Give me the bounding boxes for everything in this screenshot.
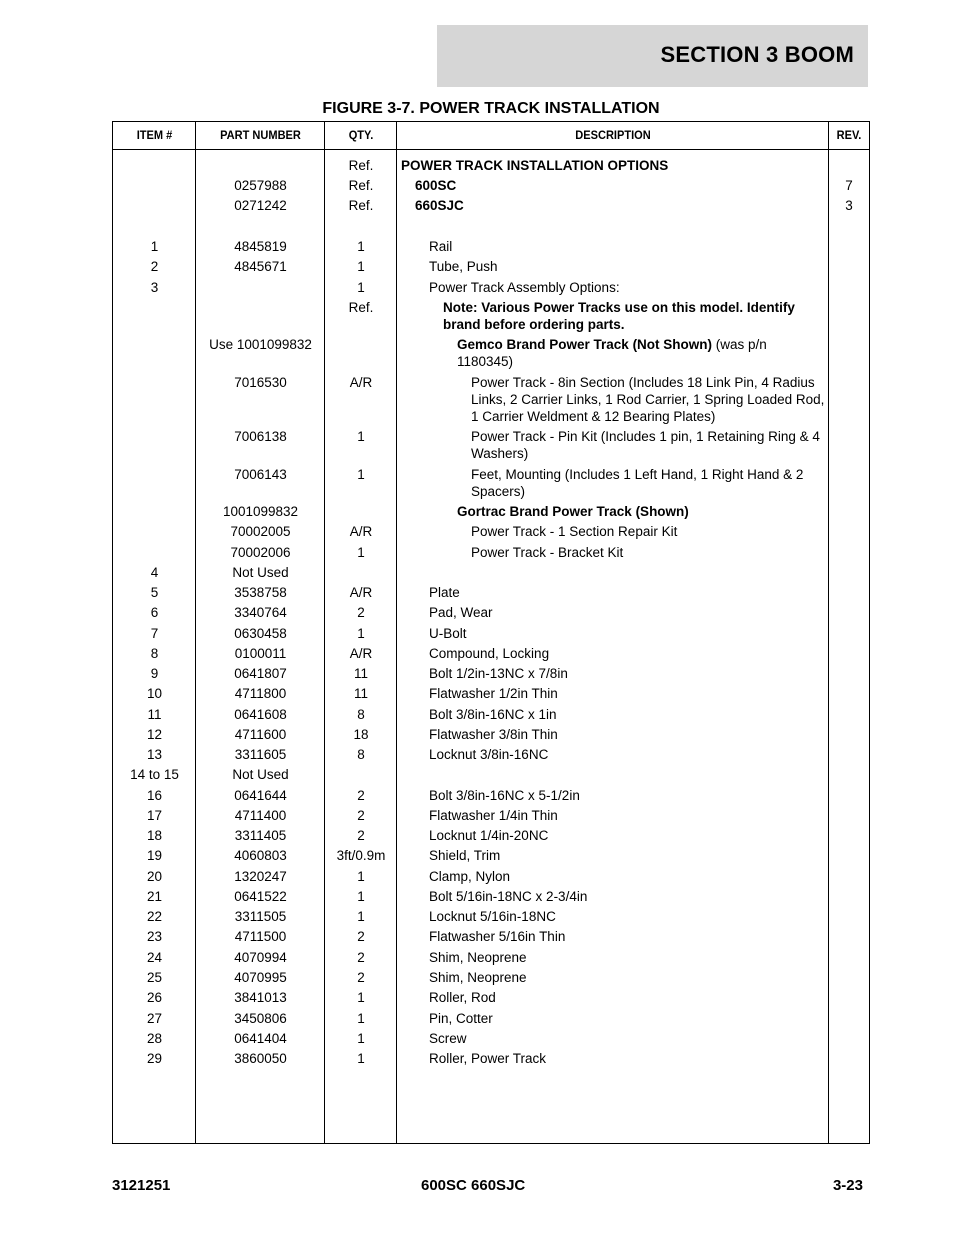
section-title: SECTION 3 BOOM xyxy=(660,42,854,67)
description-text: Power Track - 1 Section Repair Kit xyxy=(471,524,678,539)
figure-title: FIGURE 3-7. POWER TRACK INSTALLATION xyxy=(322,100,660,117)
description-text: Bolt 1/2in-13NC x 7/8in xyxy=(429,666,568,681)
description-text: 660SJC xyxy=(415,198,464,213)
item-number: 13 xyxy=(146,747,163,762)
description xyxy=(397,726,825,743)
description-text: Shim, Neoprene xyxy=(429,950,527,965)
description xyxy=(397,197,825,214)
part-number: 0641522 xyxy=(234,889,287,904)
description-text: Gortrac Brand Power Track (Shown) xyxy=(457,504,689,519)
part-number: 0641404 xyxy=(234,1031,287,1046)
quantity: 2 xyxy=(357,950,365,965)
description-text: Bolt 3/8in-16NC x 5-1/2in xyxy=(429,788,580,803)
description xyxy=(397,625,825,642)
quantity: A/R xyxy=(349,585,373,600)
quantity: Ref. xyxy=(348,198,374,213)
quantity: 1 xyxy=(357,869,365,884)
description xyxy=(397,787,825,804)
description-note: (was p/n 1180345) xyxy=(457,337,767,369)
description-text: Shim, Neoprene xyxy=(429,970,527,985)
quantity: A/R xyxy=(349,524,373,539)
description xyxy=(397,1050,825,1067)
quantity: 2 xyxy=(357,828,365,843)
section-banner xyxy=(437,25,868,87)
part-number: 4070994 xyxy=(234,950,287,965)
description-text: Locknut 1/4in-20NC xyxy=(429,828,549,843)
part-number: 3311405 xyxy=(234,828,287,843)
part-number: 7006138 xyxy=(234,429,287,444)
part-number: 3860050 xyxy=(234,1051,287,1066)
description-text: Flatwasher 3/8in Thin xyxy=(429,727,558,742)
description xyxy=(397,523,825,540)
part-number: Not Used xyxy=(232,565,289,580)
part-number: 3538758 xyxy=(234,585,287,600)
quantity: 1 xyxy=(357,239,365,254)
quantity: 8 xyxy=(357,747,365,762)
description-text: 600SC xyxy=(415,178,457,193)
description xyxy=(397,1010,825,1027)
description-text: Power Track - 8in Section (Includes 18 Link Pin, 4 Radius Links, 2 Carrier Links, 1 Rod Carrier, 1 Spring Loaded Rod, 1 Carrier Weldment & 12 Bearing Plates) xyxy=(471,375,825,424)
description xyxy=(397,177,825,194)
quantity: 1 xyxy=(357,1031,365,1046)
footer-document-number: 3121251 xyxy=(112,1177,171,1194)
item-number: 10 xyxy=(146,686,163,701)
description xyxy=(397,928,825,945)
description-text: Plate xyxy=(429,585,460,600)
item-number: 14 to 15 xyxy=(130,767,179,782)
quantity: 11 xyxy=(353,686,368,701)
quantity: Ref. xyxy=(348,300,374,315)
item-number: 12 xyxy=(146,727,163,742)
item-number: 21 xyxy=(146,889,163,904)
header-divider xyxy=(113,149,869,150)
description xyxy=(397,584,825,601)
description xyxy=(397,807,825,824)
description-text: Power Track Assembly Options: xyxy=(429,280,620,295)
quantity: 1 xyxy=(357,429,365,444)
description xyxy=(397,989,825,1006)
description-text: Power Track - Bracket Kit xyxy=(471,545,624,560)
item-number: 23 xyxy=(146,929,163,944)
item-number: 27 xyxy=(146,1011,163,1026)
footer-model: 600SC 660SJC xyxy=(421,1177,526,1194)
description xyxy=(397,1030,825,1047)
item-number: 9 xyxy=(150,666,159,681)
item-number: 25 xyxy=(146,970,163,985)
item-number: 26 xyxy=(146,990,163,1005)
item-number: 29 xyxy=(146,1051,163,1066)
part-number: 1320247 xyxy=(234,869,287,884)
description-text: Power Track - Pin Kit (Includes 1 pin, 1 Retaining Ring & 4 Washers) xyxy=(471,429,820,461)
item-number: 3 xyxy=(150,280,159,295)
item-number: 19 xyxy=(146,848,163,863)
item-number: 8 xyxy=(150,646,159,661)
description-text: Bolt 5/16in-18NC x 2-3/4in xyxy=(429,889,588,904)
item-number: 1 xyxy=(150,239,159,254)
description-text: U-Bolt xyxy=(429,626,467,641)
description-text: Flatwasher 5/16in Thin xyxy=(429,929,566,944)
quantity: 2 xyxy=(357,605,365,620)
quantity: 3ft/0.9m xyxy=(336,848,386,863)
part-number: Not Used xyxy=(232,767,289,782)
description xyxy=(397,665,825,682)
column-header-description: DESCRIPTION xyxy=(575,128,651,142)
description xyxy=(397,685,825,702)
part-number: 3311605 xyxy=(234,747,287,762)
description xyxy=(397,503,825,520)
part-number: 3450806 xyxy=(234,1011,287,1026)
description-text: Bolt 3/8in-16NC x 1in xyxy=(429,707,557,722)
description xyxy=(397,238,825,255)
description-text: Locknut 3/8in-16NC xyxy=(429,747,549,762)
item-number: 16 xyxy=(146,788,163,803)
part-number: 70002005 xyxy=(230,524,291,539)
quantity: 1 xyxy=(357,280,365,295)
quantity: 1 xyxy=(357,1051,365,1066)
quantity: 1 xyxy=(357,545,365,560)
part-number: 4711600 xyxy=(234,727,287,742)
part-number: 7006143 xyxy=(234,467,287,482)
description xyxy=(397,299,825,333)
quantity: A/R xyxy=(349,646,373,661)
description xyxy=(397,374,825,425)
part-number: 0641807 xyxy=(234,666,287,681)
footer-page-number: 3-23 xyxy=(832,1177,863,1194)
part-number: 0630458 xyxy=(234,626,287,641)
part-number: 4060803 xyxy=(234,848,287,863)
description-text: Roller, Rod xyxy=(429,990,496,1005)
item-number: 22 xyxy=(146,909,163,924)
quantity: 1 xyxy=(357,1011,365,1026)
quantity: 1 xyxy=(357,889,365,904)
item-number: 5 xyxy=(150,585,159,600)
column-header-qty: QTY. xyxy=(348,128,374,142)
description xyxy=(397,706,825,723)
item-number: 24 xyxy=(146,950,163,965)
part-number: 4845819 xyxy=(234,239,287,254)
part-number: 4070995 xyxy=(234,970,287,985)
description xyxy=(397,466,825,500)
description-text: Note: Various Power Tracks use on this model. Identify brand before ordering parts. xyxy=(443,300,795,332)
quantity: Ref. xyxy=(348,158,374,173)
item-number: 17 xyxy=(146,808,163,823)
description-text: Rail xyxy=(429,239,453,254)
quantity: 2 xyxy=(357,808,365,823)
quantity: 2 xyxy=(357,929,365,944)
part-number: 3311505 xyxy=(234,909,287,924)
quantity: 8 xyxy=(357,707,365,722)
description-text: Gemco Brand Power Track (Not Shown) xyxy=(457,337,713,352)
description xyxy=(397,746,825,763)
part-number: 4711500 xyxy=(234,929,287,944)
description xyxy=(397,888,825,905)
description xyxy=(397,847,825,864)
part-number: 4711800 xyxy=(234,686,287,701)
item-number: 7 xyxy=(150,626,159,641)
description xyxy=(397,645,825,662)
description xyxy=(397,279,825,296)
description-text: Shield, Trim xyxy=(429,848,501,863)
quantity: 1 xyxy=(357,259,365,274)
description-text: Locknut 5/16in-18NC xyxy=(429,909,556,924)
description-text: Pad, Wear xyxy=(429,605,493,620)
quantity: 1 xyxy=(357,626,365,641)
description-text: Compound, Locking xyxy=(429,646,550,661)
quantity: 1 xyxy=(357,467,365,482)
item-number: 6 xyxy=(150,605,159,620)
column-header-part-number: PART NUMBER xyxy=(220,128,301,142)
part-number: 3340764 xyxy=(234,605,287,620)
description-text: Pin, Cotter xyxy=(429,1011,493,1026)
part-number: 4845671 xyxy=(234,259,287,274)
part-number: 0271242 xyxy=(234,198,287,213)
revision: 7 xyxy=(845,178,853,193)
quantity: A/R xyxy=(349,375,373,390)
part-number: 0100011 xyxy=(234,646,287,661)
revision: 3 xyxy=(845,198,853,213)
part-number: 0641608 xyxy=(234,707,287,722)
part-number: 0641644 xyxy=(234,788,287,803)
description-text: POWER TRACK INSTALLATION OPTIONS xyxy=(401,158,669,173)
item-number: 2 xyxy=(150,259,159,274)
item-number: 28 xyxy=(146,1031,163,1046)
quantity: 11 xyxy=(353,666,368,681)
description xyxy=(397,604,825,621)
part-number: 70002006 xyxy=(230,545,291,560)
description-text: Clamp, Nylon xyxy=(429,869,511,884)
description xyxy=(397,428,825,462)
description-text: Feet, Mounting (Includes 1 Left Hand, 1 Right Hand & 2 Spacers) xyxy=(471,467,804,499)
description xyxy=(397,969,825,986)
column-divider xyxy=(828,122,829,1143)
part-number: 3841013 xyxy=(234,990,287,1005)
column-header-item: ITEM # xyxy=(136,128,173,142)
part-number: 0257988 xyxy=(234,178,287,193)
description-text: Roller, Power Track xyxy=(429,1051,547,1066)
part-number: 4711400 xyxy=(234,808,287,823)
description xyxy=(397,908,825,925)
description xyxy=(397,336,825,370)
column-header-rev: REV. xyxy=(836,128,862,142)
quantity: 1 xyxy=(357,909,365,924)
quantity: 18 xyxy=(353,727,369,742)
item-number: 4 xyxy=(150,565,159,580)
part-number: 7016530 xyxy=(234,375,287,390)
part-number: 1001099832 xyxy=(222,504,299,519)
description-text: Flatwasher 1/4in Thin xyxy=(429,808,558,823)
item-number: 18 xyxy=(146,828,163,843)
quantity: 1 xyxy=(357,990,365,1005)
item-number: 20 xyxy=(146,869,163,884)
description xyxy=(397,949,825,966)
description xyxy=(397,868,825,885)
part-number: Use 1001099832 xyxy=(209,337,312,352)
description xyxy=(397,157,825,174)
quantity: Ref. xyxy=(348,178,374,193)
description-text: Flatwasher 1/2in Thin xyxy=(429,686,558,701)
quantity: 2 xyxy=(357,788,365,803)
parts-table xyxy=(112,121,870,1144)
description xyxy=(397,544,825,561)
item-number: 11 xyxy=(147,707,162,722)
description xyxy=(397,827,825,844)
description xyxy=(397,258,825,275)
description-text: Tube, Push xyxy=(429,259,498,274)
description-text: Screw xyxy=(429,1031,467,1046)
quantity: 2 xyxy=(357,970,365,985)
